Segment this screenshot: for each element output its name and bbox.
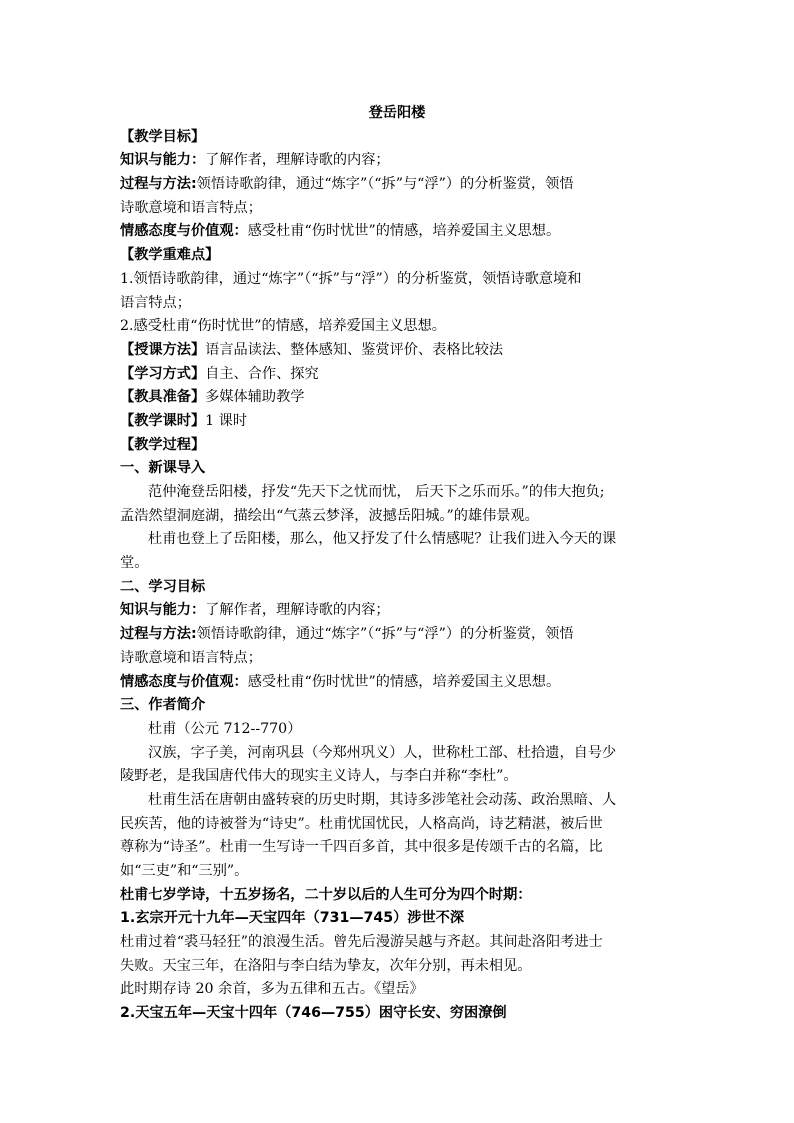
process-heading: 【教学过程】 (120, 436, 206, 453)
teach-method (120, 339, 674, 363)
period1-text-cont: 失败。天宝三年，在洛阳与李白结为挚友，次年分别，再未相见。 (120, 957, 532, 974)
author-bio2-cont1: 民疾苦，他的诗被誉为“诗史”。杜甫忧国忧民，人格高尚，诗艺精湛，被后世 (120, 815, 603, 832)
s2-process (120, 623, 674, 647)
goal-knowledge (120, 149, 674, 173)
teaching-hours-text: 1 课时 (205, 412, 248, 429)
s2-knowledge-label: 知识与能力： (120, 602, 206, 619)
goal-emotion (120, 220, 674, 244)
goal-emotion-text: 感受杜甫“伤时忧世”的情感，培养爱国主义思想。 (247, 223, 561, 240)
goals-heading: 【教学目标】 (120, 128, 206, 145)
author-bio1: 汉族，字子美，河南巩县（今郑州巩义）人，世称杜工部、杜拾遗，自号少 (148, 744, 617, 761)
goal-process-cont: 诗歌意境和语言特点； (120, 199, 262, 216)
s2-process-cont: 诗歌意境和语言特点； (120, 649, 262, 666)
document-page (120, 102, 674, 1026)
periods-intro: 杜甫七岁学诗，十五岁扬名，二十岁以后的人生可分为四个时期： (120, 886, 532, 903)
keypoint-1: 1.领悟诗歌韵律，通过“炼字”（“拆”与“浮”）的分析鉴赏，领悟诗歌意境和 (120, 270, 582, 287)
period1-heading: 1.玄宗开元十九年—天宝四年（731—745）涉世不深 (120, 910, 465, 927)
section2-heading: 二、学习目标 (120, 578, 206, 595)
period1-text: 杜甫过着“裘马轻狂”的浪漫生活。曾先后漫游吴越与齐赵。其间赴洛阳考进士 (120, 934, 603, 951)
period2-heading: 2.天宝五年—天宝十四年（746—755）困守长安、穷困潦倒 (120, 1005, 507, 1022)
s2-process-text: 领悟诗歌韵律，通过“炼字”（“拆”与“浮”）的分析鉴赏，领悟 (196, 626, 574, 643)
s2-emotion-label: 情感态度与价值观： (120, 673, 248, 690)
goal-emotion-label: 情感态度与价值观： (120, 223, 248, 240)
author-bio2: 杜甫生活在唐朝由盛转衰的历史时期，其诗多涉笔社会动荡、政治黑暗、人 (148, 791, 617, 808)
intro-para1: 范仲淹登岳阳楼，抒发“先天下之忧而忧， 后天下之乐而乐。”的伟大抱负; (148, 484, 605, 500)
intro-para2-cont: 堂。 (120, 555, 149, 572)
teaching-tools (120, 386, 674, 410)
author-bio1-cont: 陵野老，是我国唐代伟大的现实主义诗人，与李白并称“李杜”。 (120, 768, 518, 785)
teaching-hours (120, 410, 674, 434)
s2-knowledge-text: 了解作者，理解诗歌的内容； (205, 602, 390, 619)
teach-method-label: 【授课方法】 (120, 341, 206, 358)
teaching-tools-text: 多媒体辅助教学 (205, 389, 305, 406)
page-title: 登岳阳楼 (368, 105, 426, 121)
author-bio2-cont2: 尊称为“诗圣”。杜甫一生写诗一千四百多首，其中很多是传颂千古的名篇，比 (120, 839, 603, 856)
study-method-label: 【学习方式】 (120, 365, 206, 382)
study-method (120, 363, 674, 387)
s2-knowledge (120, 599, 674, 623)
goal-process-text: 领悟诗歌韵律，通过“炼字”（“拆”与“浮”）的分析鉴赏，领悟 (196, 176, 574, 193)
keypoint-2: 2.感受杜甫“伤时忧世”的情感，培养爱国主义思想。 (120, 318, 446, 335)
teaching-tools-label: 【教具准备】 (120, 389, 206, 406)
goal-process-label: 过程与方法: (120, 176, 197, 193)
s2-emotion (120, 671, 674, 695)
intro-para1-cont: 孟浩然望洞庭湖，描绘出“气蒸云梦泽，波撼岳阳城。”的雄伟景观。 (120, 507, 539, 524)
period1-poems: 此时期存诗 20 余首，多为五律和五古。《望岳》 (120, 981, 424, 998)
keypoint-1-cont: 语言特点； (120, 294, 191, 311)
section1-heading: 一、新课导入 (120, 460, 206, 477)
author-name-line: 杜甫（公元 712--770） (148, 720, 302, 737)
goal-knowledge-text: 了解作者，理解诗歌的内容； (205, 152, 390, 169)
keypoints-heading: 【教学重难点】 (120, 247, 220, 264)
s2-process-label: 过程与方法: (120, 626, 197, 643)
section3-heading: 三、作者简介 (120, 697, 206, 714)
goal-process (120, 173, 674, 197)
teaching-hours-label: 【教学课时】 (120, 412, 206, 429)
teach-method-text: 语言品读法、整体感知、鉴赏评价、表格比较法 (205, 341, 504, 358)
intro-para2: 杜甫也登上了岳阳楼，那么，他又抒发了什么情感呢？让我们进入今天的课 (148, 531, 617, 548)
s2-emotion-text: 感受杜甫“伤时忧世”的情感，培养爱国主义思想。 (247, 673, 561, 690)
author-bio2-cont3: 如“三吏”和“三别”。 (120, 863, 249, 879)
study-method-text: 自主、合作、探究 (205, 365, 319, 382)
goal-knowledge-label: 知识与能力： (120, 152, 206, 169)
